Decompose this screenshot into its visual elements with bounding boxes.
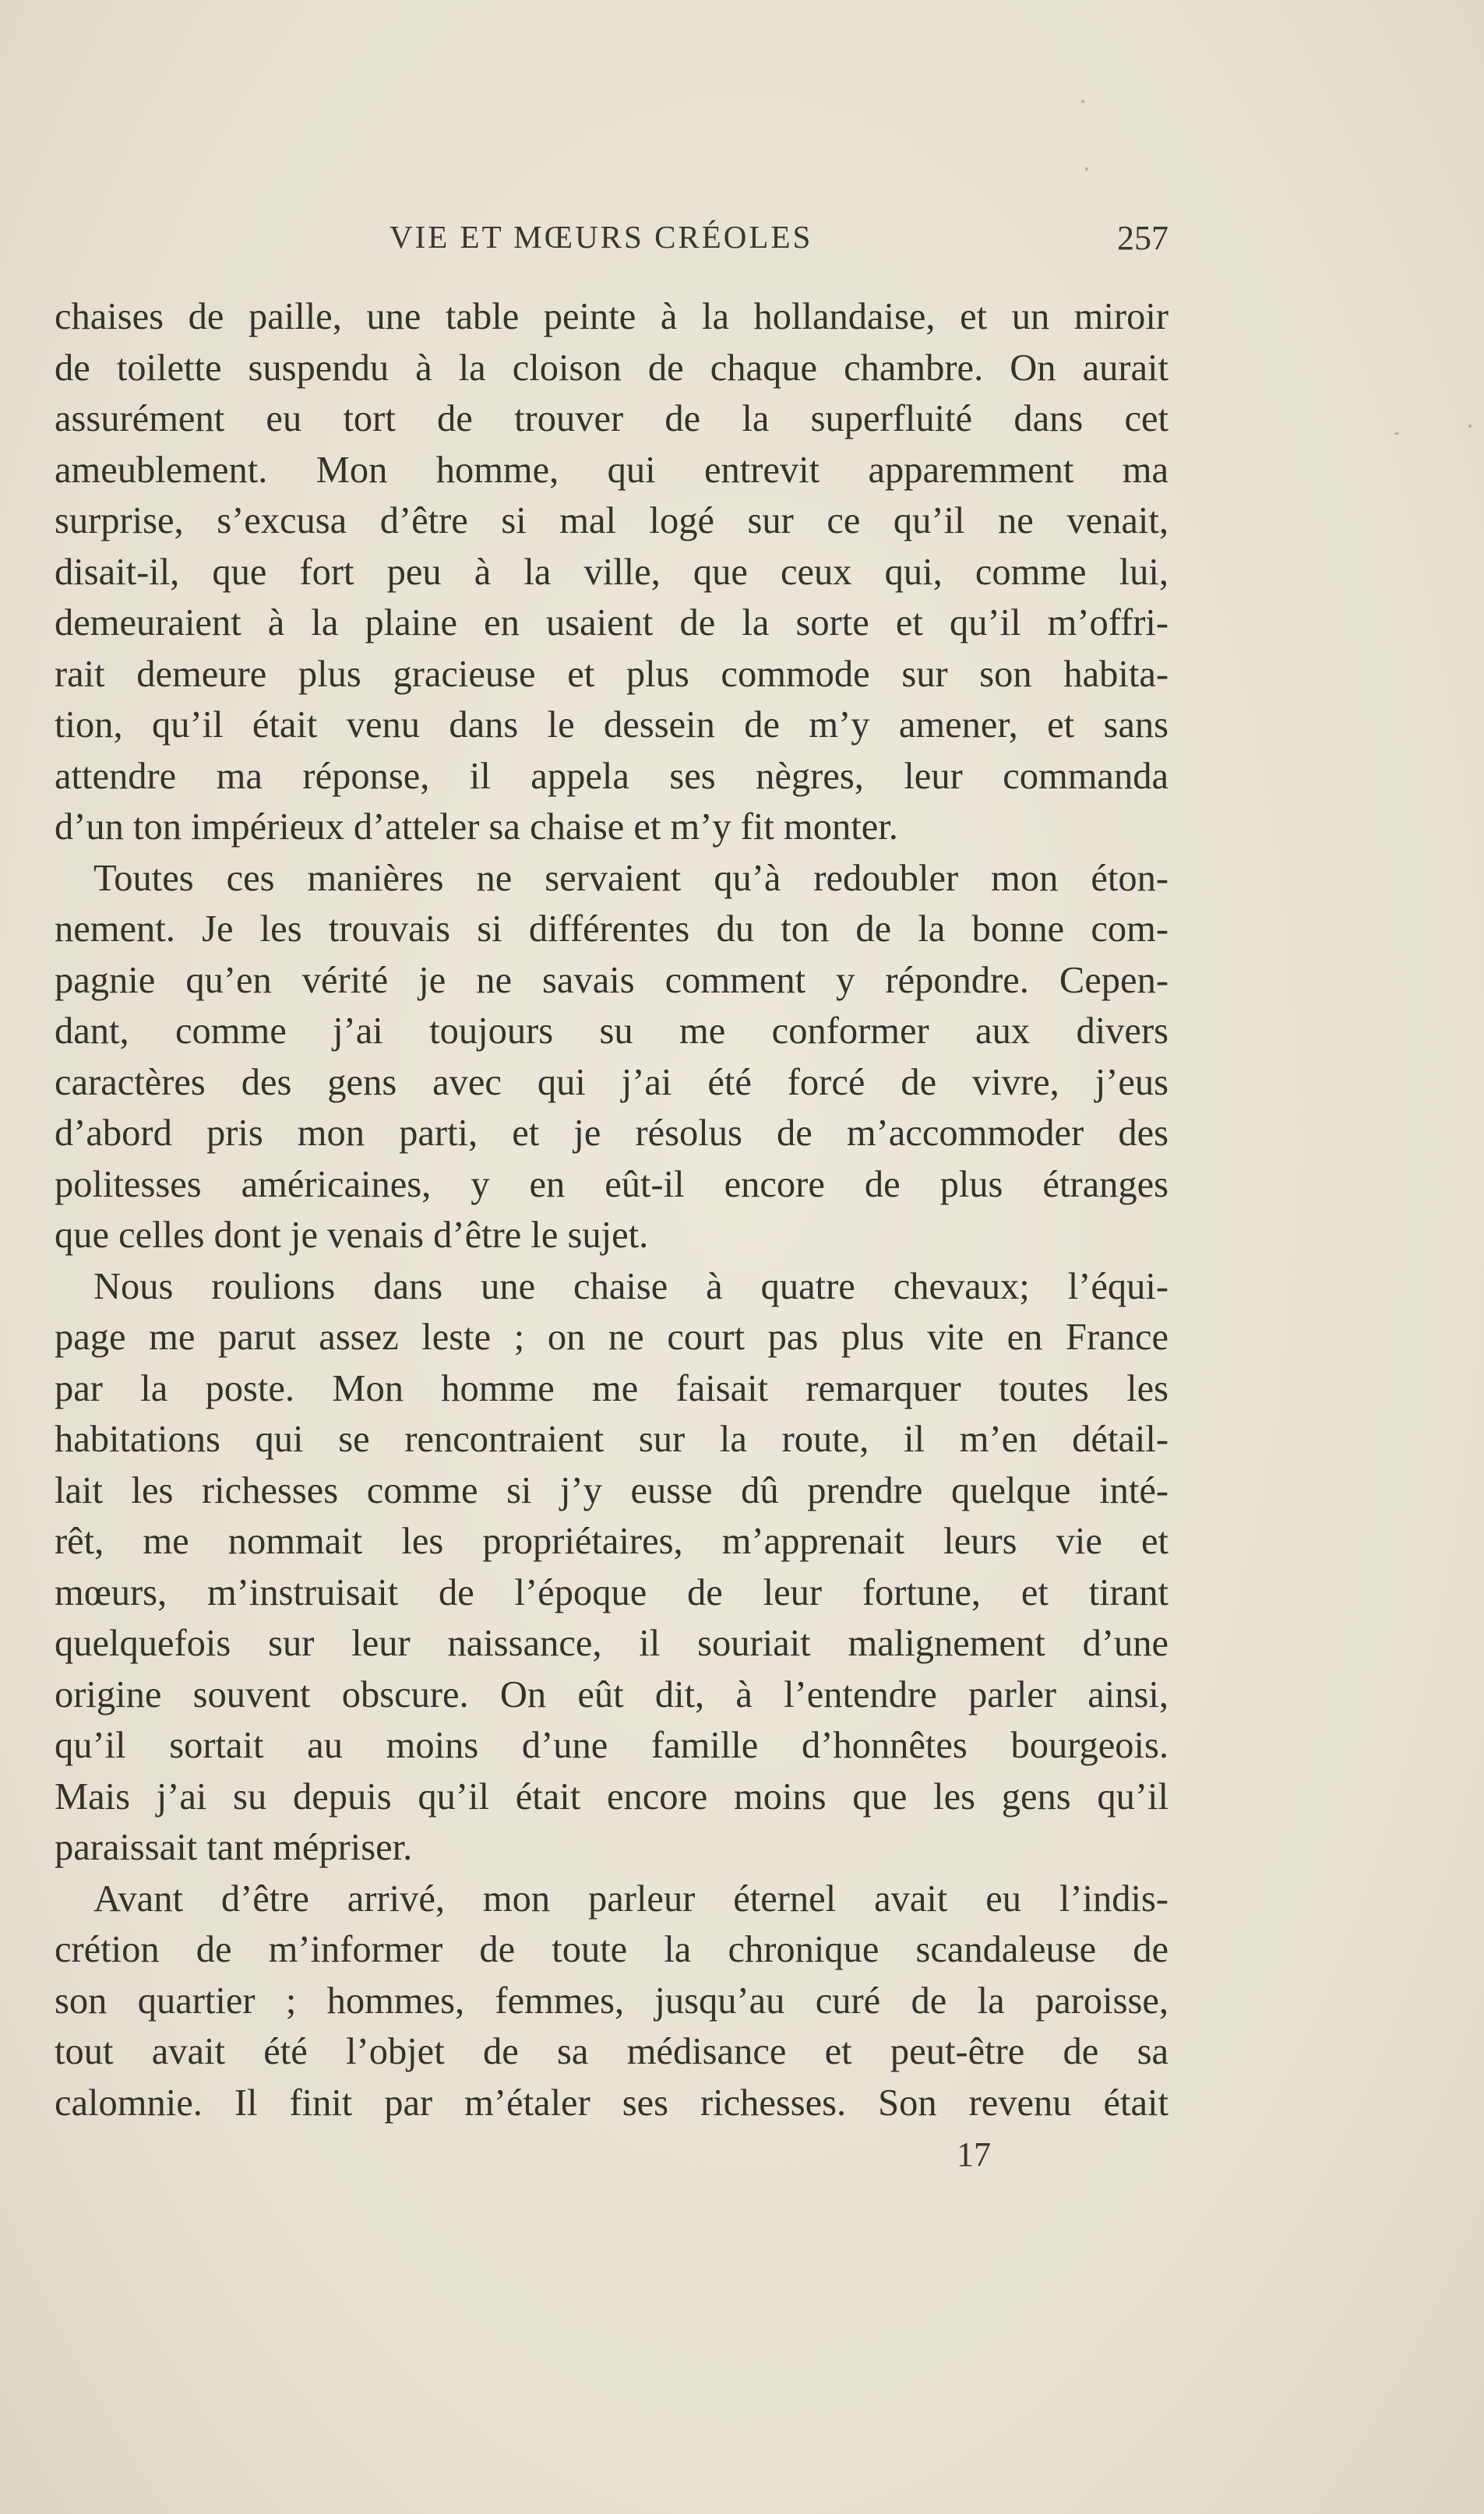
text-line: pagnie qu’en vérité je ne savais comment y répondre. Cepen- [55,959,1169,1001]
text-line: paraissait tant mépriser. [55,1827,413,1868]
text-line: dant, comme j’ai toujours su me conformer aux divers [55,1010,1169,1052]
text-line: lait les richesses comme si j’y eusse dû prendre quelque inté- [55,1469,1169,1511]
running-title: VIE ET MŒURS CRÉOLES [390,219,813,255]
text-line: disait-il, que fort peu à la ville, que ceux qui, comme lui, [55,551,1169,593]
text-line: chaises de paille, une table peinte à la hollandaise, et un miroir [55,296,1169,337]
text-line: d’un ton impérieux d’atteler sa chaise et m’y fit monter. [55,806,898,848]
page-number: 257 [1117,219,1169,257]
text-line: qu’il sortait au moins d’une famille d’honnêtes bourgeois. [55,1725,1169,1766]
text-line: politesses américaines, y en eût-il encore de plus étranges [55,1163,1169,1205]
paper-speck [1085,167,1088,171]
paper-speck [1394,432,1399,435]
text-line: caractères des gens avec qui j’ai été forcé de vivre, j’eus [55,1061,1169,1103]
text-line: mœurs, m’instruisait de l’époque de leur fortune, et tirant [55,1571,1169,1613]
text-line: demeuraient à la plaine en usaient de la sorte et qu’il m’offri- [55,602,1169,643]
text-line: son quartier ; hommes, femmes, jusqu’au curé de la paroisse, [55,1980,1169,2022]
text-line: nement. Je les trouvais si différentes du ton de la bonne com- [55,908,1169,950]
text-line: ameublement. Mon homme, qui entrevit apparemment ma [55,449,1169,491]
text-line: page me parut assez leste ; on ne court pas plus vite en France [55,1317,1169,1358]
page-header [55,218,1169,265]
paper-speck [1081,100,1084,103]
text-line: d’abord pris mon parti, et je résolus de m’accommoder des [55,1112,1169,1154]
text-line: rêt, me nommait les propriétaires, m’apprenait leurs vie et [55,1521,1169,1562]
text-line: Nous roulions dans une chaise à quatre chevaux; l’équi- [93,1265,1169,1307]
text-line: Avant d’être arrivé, mon parleur éternel avait eu l’indis- [93,1878,1169,1920]
text-line: quelquefois sur leur naissance, il souriait malignement d’une [55,1623,1169,1664]
text-line: crétion de m’informer de toute la chronique scandaleuse de [55,1929,1169,1970]
paper-speck [1468,425,1472,428]
text-line: par la poste. Mon homme me faisait remarquer toutes les [55,1367,1169,1409]
body-text [55,291,1169,2128]
signature-mark: 17 [957,2135,991,2174]
text-line: tout avait été l’objet de sa médisance et peut-être de sa [55,2031,1169,2072]
text-line: origine souvent obscure. On eût dit, à l’entendre parler ainsi, [55,1673,1169,1715]
text-line: Mais j’ai su depuis qu’il était encore moins que les gens qu’il [55,1775,1169,1818]
text-line: attendre ma réponse, il appela ses nègres, leur commanda [55,755,1169,797]
text-line: tion, qu’il était venu dans le dessein de m’y amener, et sans [55,704,1169,746]
text-line: calomnie. Il finit par m’étaler ses richesses. Son revenu était [55,2082,1169,2124]
text-line: assurément eu tort de trouver de la superfluité dans cet [55,398,1169,439]
text-line: Toutes ces manières ne servaient qu’à redoubler mon éton- [93,857,1169,899]
text-line: habitations qui se rencontraient sur la route, il m’en détail- [55,1419,1169,1460]
text-line: que celles dont je venais d’être le sujet. [55,1215,649,1256]
text-line: rait demeure plus gracieuse et plus commode sur son habita- [55,653,1169,695]
text-line: surprise, s’excusa d’être si mal logé sur ce qu’il ne venait, [55,500,1169,541]
text-line: de toilette suspendu à la cloison de chaque chambre. On aurait [55,347,1169,389]
